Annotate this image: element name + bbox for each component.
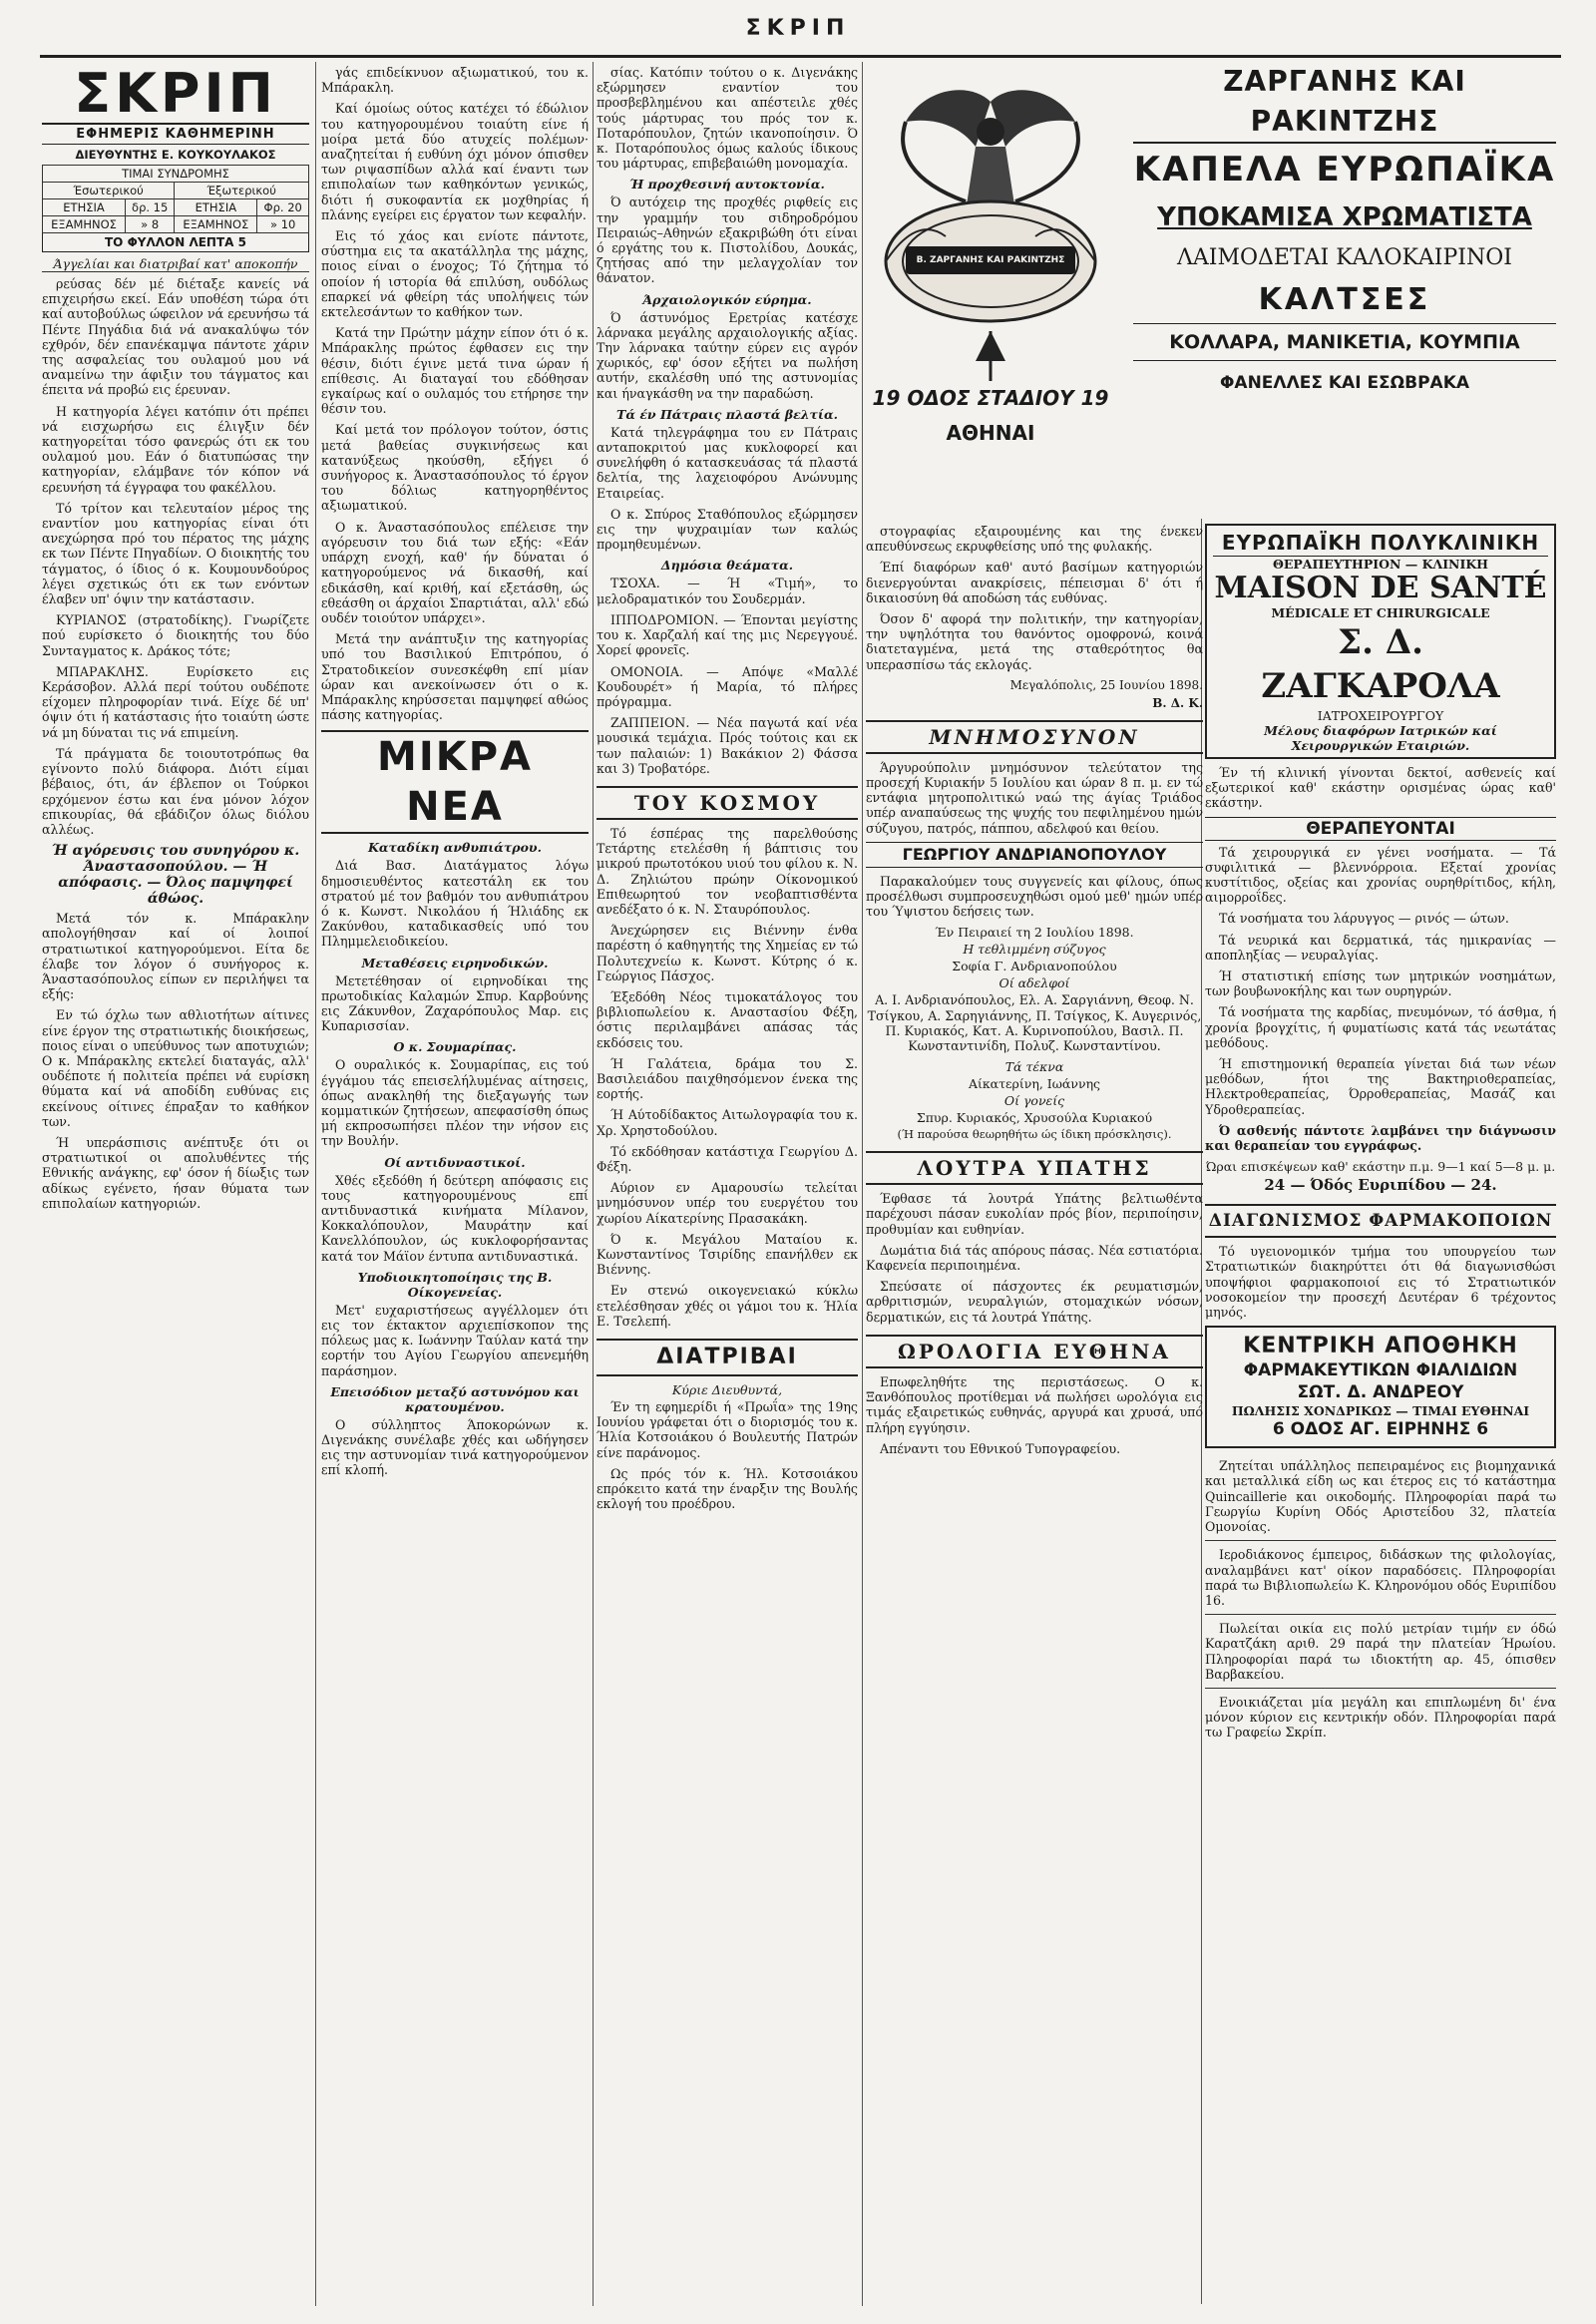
article-paragraph: ΙΠΠΟΔΡΟΜΙΟΝ. — Έπονται μεγίστης του κ. Χαρζαλή καί της μις Νερεγγουέ. Χορεί φρονεῖς. [597,611,858,658]
emblem-address: 19 ΟΔΟΣ ΣΤΑΔΙΟΥ 19 [872,386,1109,410]
article-paragraph: Ο κ. Άναστασόπουλος επέλεισε την αγόρευσιν του διά των εξής: «Εάν υπάρχη ενοχή, καθ' ήν δύναται ό κατηγορούμενος νά δικασθή, καί εδικάσθη, καί κριθή, καί εξετάσθη, ώς εθεάσθη οι άρχαίοι Σπαρτιάται, αλλ' εδώ ουδέν τοιούτον υπάρχει». [321,519,589,625]
article-paragraph: Άργυρούπολιν μνημόσυνον τελεύτατον της προσεχή Κυριακήν 5 Ιουλίου και ώραν 8 π. μ. εν τώ εντάφια μητροπολιτικώ ναώ της άγίας Τριάδος υπέρ αναπαύσεως της ψυχής του πεφιλημένου ημών σύζυγου, πατρός, πάππου, αδελφού και θείου. [866,759,1203,836]
article-paragraph: Τό υγειονομικόν τμήμα του υπουργείου των Στρατιωτικών διακηρύττει ότι θά διαγωνισθώσι υποψήφιοι φαρμακοποιοί εις τό Στρατιωτικόν νοσοκομείον την προσεχή Δευτέραν 6 τρέχοντος μηνός. [1205,1244,1556,1321]
news-subheading: Ο κ. Σουμαρίπας. [393,1039,517,1055]
article-paragraph: Ο κ. Σπύρος Σταθόπουλος εξώρμησεν εις την ψυχραιμίαν των καλώς προμηθευμένων. [597,506,858,553]
six-month-label: ΕΞΑΜΗΝΟΣ [43,216,126,233]
article-paragraph: Έν τή κλινική γίνονται δεκτοί, ασθενείς καί εξωτερικοί καθ' εκάστην ορισμένας ώρας καθ' εκάστην. [1205,765,1556,811]
news-subheading: Υποδιοικητοποίησις της Β. Οίκογενείας. [357,1269,553,1300]
family-names: Αίκατερίνη, Ιωάννης [968,1076,1101,1092]
prices-heading: ΤΙΜΑΙ ΣΥΝΔΡΟΜΗΣ [43,166,309,183]
article-paragraph: Τά νευρικά και δερματικά, τάς ημικρανίας — αποπληξίας — νευραλγίας. [1205,932,1556,963]
column-2 [321,65,589,2299]
clinic-title: ΕΥΡΩΠΑΪΚΗ ΠΟΛΥΚΛΙΝΙΚΗ [1213,530,1548,557]
pharmacy-line: ΦΑΡΜΑΚΕΥΤΙΚΩΝ ΦΙΑΛΙΔΙΩΝ [1243,1360,1518,1381]
section-heading-loutra-ypatis: ΛΟΥΤΡΑ ΥΠΑΤΗΣ [866,1151,1203,1185]
column-1 [42,65,309,2299]
article-paragraph: Τό εκδόθησαν κατάστιχα Γεωργίου Δ. Φέξη. [597,1143,858,1174]
clinic-doctor-name: Σ. Δ. ΖΑΓΚΑΡΟΛΑ [1261,622,1500,706]
article-paragraph: Μετά την ανάπτυξιν της κατηγορίας υπό του Βασιλικού Επιτρόπου, ό Στρατοδικείον συνεσκέφθη επί μίαν ώραν και ανεκοίνωσεν ότι ο κ. Μπάρακλης κηρύσσεται παμψηφεί αθώος πάσης κατηγορίας. [321,631,589,723]
article-paragraph: Τό έσπέρας της παρελθούσης Τετάρτης ετελέσθη ή βάπτισις του μικρού πρωτοτόκου υιού του φίλου κ. Ν. Δ. Ζηλιώτου πρώην Οίκονομικού Επιθεωρητού τον νεοβαπτισθέντα ανεδέξατο ό κ. Ν. Σταυρόπουλος. [597,825,858,917]
pharmacy-line: 6 ΟΔΟΣ ΑΓ. ΕΙΡΗΝΗΣ 6 [1272,1419,1489,1440]
foreign-label: Έξωτερικού [175,183,309,199]
eagle-emblem-icon [866,62,1115,501]
article-paragraph: Ό αυτόχειρ της προχθές ριφθείς εις την γραμμήν του σιδηροδρόμου Πειραιώς–Αθηνών εξακριβώθη ότι είναι ό εργάτης του κ. Πιστολίδου, Δουκάς, ζητήσας από την μελαγχολίαν τον θάνατον. [597,194,858,286]
family-label: Η τεθλιμμένη σύζυγος [963,942,1106,958]
article-paragraph: Τά χειρουργικά εν γένει νοσήματα. — Τά συφιλιτικά — βλεννόρροια. Εξεταί χρονίας κυστίτιδος, οξείας και χρονίας ουρηθρίτιδος, κήλη, αιμορροΐδες. [1205,844,1556,906]
article-paragraph: Κατά τηλεγράφημα του εν Πάτραις ανταποκριτού μας κυκλοφορεί και συνελήφθη ό κατασκευάσας τά πλαστά δελτία, της λαχειοφόρου Ανώνυμης Εταιρείας. [597,424,858,501]
news-subheading: Μεταθέσεις ειρηνοδικών. [361,955,549,970]
family-names: Σπυρ. Κυριακός, Χρυσούλα Κυριακού [916,1110,1153,1126]
article-paragraph: ΚΥΡΙΑΝΟΣ (στρατοδίκης). Γνωρίζετε πού ευρίσκετο ό διοικητής του δύο Συνταγματος κ. Δράκος τότε; [42,612,309,658]
column-rule [593,62,594,2306]
treatments-heading: ΘΕΡΑΠΕΥΟΝΤΑΙ [1205,817,1556,841]
article-paragraph: Μετ' ευχαριστήσεως αγγέλλομεν ότι εις τον έκτακτον αρχιεπίσκοπον της πόλεως μας κ. Ιωάννην Ταύλαν κατά την εορτήν του Αγίου Γεωργίου απενεμήθη παράσημον. [321,1302,589,1378]
article-paragraph: Απέναντι του Εθνικού Τυπογραφείου. [880,1440,1121,1456]
article-paragraph: Έπί διαφόρων καθ' αυτό βασίμων κατηγοριών διενεργούνται ανακρίσεις, πέπεισμαι δ' ότι ή δικαιοσύνη θά αποδώση τάς ευθύνας. [866,560,1203,605]
divider [1205,1540,1556,1541]
article-paragraph: Τά νοσήματα του λάρυγγος — ρινός — ώτων. [1219,911,1509,927]
divider [1205,1688,1556,1689]
year-foreign-price: Φρ. 20 [257,199,309,216]
article-paragraph: Ή επιστημονική θεραπεία γίνεται διά των νέων μεθόδων, ήτοι της Βακτηριοθεραπείας, Ηλεκτροθεραπείας, Όρροθεραπείας, Μασάζ και Υδροθεραπείας. [1205,1056,1556,1117]
deceased-name: ΓΕΩΡΓΙΟΥ ΑΝΔΡΙΑΝΟΠΟΥΛΟΥ [866,842,1203,868]
article-paragraph: Καί όμοίως ούτος κατέχει τό έδώλιον του κατηγορουμένου τοιαύτη είνε ή μοίρα μετά δύο ατυχείς πολέμων· αναζητείται ή ευθύνη όχι μόνον όπισθεν των ριψασπίδων αλλά καί έναντι των επιπολαίων των καθηκόντων γενικώς, διότι ή συκοφαντία εκ μοχθηρίας ή πλάνης εγείρει εις έργατον των κεφαλήν. [321,101,589,222]
clinic-maison-sub: MÉDICALE ET CHIRURGICALE [1271,605,1490,620]
article-paragraph: Εν τώ όχλω των αθλιοτήτων αίτινες είνε έργον της στρατιωτικής διοικήσεως, ποιος είναι ο υπεύθυνος των αποτυχιών; Ο κ. Μπάρακλης εκτελεί διαταγάς, αλλ' ουδέποτε ή πολιτεία πρέπει νά ευρίσκη θύματα καί νά αποδίδη ευθύνας εις εκείνους οίτινες έπραξαν το καθήκον των. [42,1007,309,1129]
article-paragraph: ΤΣΟΧΑ. — Ή «Τιμή», το μελοδραματικόν του Σουδερμάν. [597,576,858,606]
article-paragraph: ΖΑΠΠΕΙΟΝ. — Νέα παγωτά καί νέα μουσικά τεμάχια. Πρός τούτοις και εκ των παλαιών: 1) Βακάκιον 2) Φάσσα και 3) Τροβατόρε. [597,715,858,776]
top-rule [40,55,1561,58]
news-subheading: Δημόσια θεάματα. [660,558,794,574]
news-subheading: Οί αντιδυναστικοί. [384,1154,526,1170]
six-month-label: ΕΞΑΜΗΝΟΣ [175,216,257,233]
masthead-title: ΣΚΡΙΠ [74,65,277,125]
article-paragraph: Ή υπεράσπισις ανέπτυξε ότι οι στρατιωτικοί οι απολυθέντες τής Εθνικής ανάγκης, εφ' όσον ή δίωξις των αδίκως εγένετο, ήσαν θύματα των επιπολαίων κατηγοριών. [42,1134,309,1211]
article-paragraph: Μετά τόν κ. Μπάρακλην απολογήθησαν καί οί λοιποί στρατιωτικοί κατηγορούμενοι. Είτα δε έλαβε τον λόγον ό συνήγορος κ. Άναστασόπουλος είπων εν περιλήψει τα εξής: [42,911,309,1002]
section-heading-pharmacists: ΔΙΑΓΩΝΙΣΜΟΣ ΦΑΡΜΑΚΟΠΟΙΩΝ [1205,1204,1556,1238]
article-paragraph: Διά Βασ. Διατάγματος λόγω δημοσιευθέντος κατεστάλη εκ του στρατού μέ τον βαθμόν του ανθυπιάτρου ό κ. Κωνστ. Νικολάου ή Ήλιάδης εκ Ζακύνθου, καταδικασθείς υπό του Πλημμελειοδικείου. [321,858,589,950]
pharmacy-advertisement [1205,1326,1556,1448]
letter-place-date: Μεγαλόπολις, 25 Ιουνίου 1898. [1009,677,1203,692]
classified-ad: Ιεροδιάκονος έμπειρος, διδάσκων της φιλολογίας, αναλαμβάνει κατ' οίκον παραδόσεις. Πληροφορίαι παρά τω Βιβλιοπωλείω Κ. Κληρονόμου οδός Ευριπίδου 16. [1205,1547,1556,1608]
ad-line: ΦΑΝΕΛΛΕΣ ΚΑΙ ΕΣΩΒΡΑΚΑ [1219,373,1470,393]
clinic-advertisement [1205,524,1556,759]
news-subheading: Καταδίκη ανθυπιάτρου. [368,840,542,856]
news-subheading: Τά έν Πάτραις πλαστά βελτία. [616,406,838,422]
year-label: ΕΤΗΣΙΑ [175,199,257,216]
section-heading-tou-kosmou: ΤΟΥ ΚΟΣΜΟΥ [597,786,858,820]
masthead [42,65,309,252]
emblem-city: ΑΘΗΝΑΙ [946,421,1035,445]
column-rule [862,62,863,2306]
article-paragraph: γάς επιδείκνυον αξιωματικού, του κ. Μπάρακλη. [321,65,589,96]
article-paragraph: ΜΠΑΡΑΚΛΗΣ. Ευρίσκετο εις Κεράσοβον. Αλλά περί τούτου ουδέποτε είχομεν πληροφορίαν τινά. Είχε δέ υπ' όψιν ότι ή κατάστασις ήτο τοιαύτη ώστε νά μη δύναται τις νά επιμείνη. [42,663,309,740]
leaf-price: ΤΟ ΦΥΛΛΟΝ ΛΕΠΤΑ 5 [42,233,309,252]
ad-text-block [1133,62,1556,405]
article-paragraph: Ως πρός τόν κ. Ήλ. Κοτσοιάκου επρόκειτο κατά την έναρξιν της Βουλής εκλογή του προέδρου. [597,1465,858,1512]
family-label: Τά τέκνα [1004,1059,1064,1075]
memorial-date: Έν Πειραιεί τη 2 Ιουλίου 1898. [935,925,1134,941]
article-paragraph: Η κατηγορία λέγει κατόπιν ότι πρέπει νά εισχωρήσω εις έλιγξιν δέν κατηγορείται τόσο φανερώς ότι εκ του ουλαμού μου. Εάν ό διατυπώσας την κατηγορίαν, ελάμβανε τόν κόπον νά ερευνήση τά έγγραφα του φακέλλου. [42,403,309,495]
article-heading: Ή αγόρευσις του συνηγόρου κ. Άναστασοπούλου. — Ή απόφασις. — Όλος παμψηφεί άθώος. [51,843,300,908]
ad-line: ΛΑΙΜΟΔΕΤΑΙ ΚΑΛΟΚΑΙΡΙΝΟΙ [1177,245,1512,270]
article-paragraph: Καί μετά τον πρόλογον τούτον, όστις μετά βαθείας συγκινήσεως και κατανύξεως ηκούσθη, εξήγει ό συνήγορος κ. Άναστασόπουλος τό έργον του δόλιως κατηγορηθέντος αξιωματικού. [321,422,589,514]
section-heading-diatribai: ΔΙΑΤΡΙΒΑΙ [597,1339,858,1376]
news-subheading: Ή προχθεσινή αυτοκτονία. [629,177,825,193]
domestic-label: Έσωτερικού [43,183,175,199]
column-3 [597,65,858,2299]
classified-ad: Πωλείται οικία εις πολύ μετρίαν τιμήν εν όδώ Καρατζάκη αριθ. 29 παρά την πλατείαν Ήρωίου. Πληροφορίαι παρά τω ιδιοκτήτη αρ. 45, όπισθεν Βαρβακείου. [1205,1621,1556,1682]
running-head: ΣΚΡΙΠ [745,16,851,41]
article-paragraph: Άνεχώρησεν εις Βιέννην ένθα παρέστη ό καθηγητής της Χημείας εν τώ Πολυτεχνείω κ. Κωνστ. Κύτρης ό κ. Γεώργιος Πάσχος. [597,923,858,983]
ad-title: ΖΑΡΓΑΝΗΣ ΚΑΙ ΡΑΚΙΝΤΖΗΣ [1133,62,1556,144]
advertisement-zarganis [866,62,1556,516]
clinic-maison: MAISON DE SANTÉ [1214,571,1547,605]
masthead-director: ΔΙΕΥΘΥΝΤΗΣ Ε. ΚΟΥΚΟΥΛΑΚΟΣ [75,148,276,162]
pharmacy-line: ΣΩΤ. Δ. ΑΝΔΡΕΟΥ [1297,1382,1464,1403]
family-label: Οί γονείς [1003,1093,1065,1109]
family-label: Οί αδελφοί [998,975,1070,991]
ad-line: ΚΑΠΕΛΑ ΕΥΡΩΠΑΪΚΑ [1133,150,1556,190]
pharmacy-line: ΠΩΛΗΣΙΣ ΧΟΝΔΡΙΚΩΣ — ΤΙΜΑΙ ΕΥΘΗΝΑΙ [1231,1403,1530,1419]
article-paragraph: Έξεδόθη Νέος τιμοκατάλογος του βιβλιοπωλείου κ. Αναστασίου Φέξη, όστις περιλαμβάνει απάσας τάς εκδόσεις του. [597,988,858,1050]
article-paragraph: Κατά την Πρώτην μάχην είπον ότι ό κ. Μπάρακλης πρώτος έφθασεν εις την θέσιν, διότι έγινε μετά τινα ώραν ή επίθεσις. Αι διαταγαί του εδόθησαν εγκαίρως καί ο ουλαμός του ετήρησε την θέσιν του. [321,325,589,417]
column-rule [315,62,316,2306]
emblem-ribbon-text: Β. ΖΑΡΓΑΝΗΣ ΚΑΙ ΡΑΚΙΝΤΖΗΣ [916,255,1065,265]
article-paragraph: Ο ουραλικός κ. Σουμαρίπας, εις τού έγγάμου τάς επεισελήλυμένας αίτησεις, όπως ανακληθή της διεξαγωγής των κομματικών ζητήσεων, απεφασίσθη όπως μή εκπροσωπήσει πλέον την νήσον εις την Βουλήν. [321,1057,589,1149]
memorial-note: (Ή παρούσα θεωρηθήτω ώς ίδικη πρόσκλησις). [897,1127,1172,1142]
article-paragraph: Εν στενώ οικογενειακώ κύκλω ετελέσθησαν χθές οι γάμοι του κ. Ήλία Ε. Τσελεπή. [597,1283,858,1329]
subscription-table [42,165,309,233]
section-heading-orologia: ΩΡΟΛΟΓΙΑ ΕΥΘΗΝΑ [866,1335,1203,1368]
ad-line: ΥΠΟΚΑΜΙΣΑ ΧΡΩΜΑΤΙΣΤΑ [1157,202,1532,232]
article-paragraph: Όσον δ' αφορά την πολιτικήν, την κατηγορίαν, την υψηλότητα του θανόντος ομοφρονώ, κοινά διατεταγμένα, μετά της σταθερότητος θα υπερασπίσω τάς εκλογάς. [866,611,1203,672]
article-paragraph: Ή Γαλάτεια, δράμα του Σ. Βασιλειάδου παιχθησόμενον ένεκα της εορτής. [597,1055,858,1102]
article-paragraph: ρεύσας δέν μέ διέταξε κανείς νά επιχειρήσω εκεί. Εάν υποθέση τώρα ότι καί αυτοβούλως ώφειλον νά ερευνήσω τά Πέντε Πηγάδια διά νά ανακαλύψω τόν εχθρόν, δέν επανέκαμψα πάντοτε χάριν της ασφαλείας του ουλαμού μου νά αναμείνω την άφιξιν του τάγματος και έπειτα νά προβώ εις έρευναν. [42,276,309,398]
section-heading-mikra-nea: ΜΙΚΡΑ ΝΕΑ [321,730,589,834]
article-paragraph: Δωμάτια διά τάς απόρους πάσας. Νέα εστιατόρια. Καφενεία περιποιημένα. [866,1242,1203,1274]
article-paragraph: σίας. Κατόπιν τούτου ο κ. Διγενάκης εξώρμησεν εναντίον του προσβεβλημένου και απέστειλε χθές τούς μάρτυρας του πρός τον κ. Ποταρόπουλον, ζητών ικανοποίησιν. Ό κ. Ποταρόπουλος όμως καλούς ίδικους του μάρτυρας, επιβεβαιώθη μονομαχία. [597,65,858,172]
news-subheading: Επεισόδιον μεταξύ αστυνόμου και κρατουμένου. [330,1383,580,1414]
article-paragraph: Ο σύλληπτος Άποκορώνων κ. Διγενάκης συνέλαβε χθές και ωδήγησεν εις την αστυνομίαν τινά κατηγορούμενον επί κλοπή. [321,1416,589,1478]
letter-signer: Β. Δ. Κ. [1152,695,1203,710]
article-paragraph: Ό ασθενής πάντοτε λαμβάνει την διάγνωσιν και θεραπείαν του εγγράφως. [1205,1122,1556,1154]
ad-line: ΚΑΛΤΣΕΣ [1258,282,1431,317]
article-paragraph: Έφθασε τά λουτρά Υπάτης βελτιωθέντα παρέχουσι πάσαν ευκολίαν πρός βίον, περιποίησιν, προθυμίαν και ευθηνίαν. [866,1191,1203,1237]
clinic-address: 24 — Όδός Ευριπίδου — 24. [1264,1176,1497,1195]
article-paragraph: στογραφίας εξαιρουμένης και της ένεκεν απευθύνσεως εκρυφθείσης υπό της φυλακής. [866,524,1203,555]
six-domestic-price: » 8 [126,216,175,233]
divider [1205,1614,1556,1615]
six-foreign-price: » 10 [257,216,309,233]
ad-line: ΚΟΛΛΑΡΑ, ΜΑΝΙΚΕΤΙΑ, ΚΟΥΜΠΙΑ [1133,323,1556,361]
article-paragraph: Ό άστυνόμος Ερετρίας κατέσχε λάρνακα μεγάλης αρχαιολογικής αξίας. Την λάρνακα ταύτην εύρεν εις αγρόν χωρικός, εφ' όσον εξήτει να πωλήση αυτήν, εκαλέσθη υπό της αστυνομίας και ήναγκάσθη να την παραδώση. [597,309,858,401]
family-names: Σοφία Γ. Ανδριανοπούλου [952,959,1117,974]
masthead-subtitle: ΕΦΗΜΕΡΙΣ ΚΑΘΗΜΕΡΙΝΗ [42,123,309,145]
article-paragraph: Εις τό χάος και ενίοτε πάντοτε, σύστημα εις τα ακατάλληλα της μάχης, ποιος είναι ο ένοχος; Τό ζήτημα τό οποίον ή ιστορία θά επιλύση, ουδόλως επαρκεί νά φθείρη τάς υπολήψεις τών εκτελεσάντων το καθήκον των. [321,228,589,320]
news-subheading: Άρχαιολογικόν εύρημα. [642,291,812,307]
year-label: ΕΤΗΣΙΑ [43,199,126,216]
clinic-doctor-role: ΙΑΤΡΟΧΕΙΡΟΥΡΓΟΥ [1317,708,1444,723]
clinic-doctor-member: Μέλους διαφόρων Ιατρικών καί Χειρουργικών Εταιριών. [1264,723,1497,753]
article-paragraph: Σπεύσατε οί πάσχοντες έκ ρευματισμών, αρθριτισμών, νευραλγιών, στομαχικών νόσων, δερματικών, εις τά λουτρά Υπάτης. [866,1279,1203,1325]
article-paragraph: Μετετέθησαν οί ειρηνοδίκαι της πρωτοδικίας Καλαμών Σπυρ. Καρβούνης εις Ζάκυνθον, Ζαχαρόπουλος Μαρ. εις Κυπαρισσίαν. [321,972,589,1034]
article-paragraph: Ή στατιστική επίσης των μητρικών νοσημάτων, των βουβωνοκήλης και των ουρηγρών. [1205,968,1556,999]
clinic-hours: Ώραι επισκέψεων καθ' εκάστην π.μ. 9—1 καί 5—8 μ. μ. [1205,1159,1556,1175]
article-paragraph: Τό τρίτον και τελευταίον μέρος της εναντίον μου κατηγορίας είναι ότι ανεχώρησα πρό του πέρατος της μάχης εκ των Πέντε Πηγαδίων. Ο διοικητής του τάγματος, ό ίδιος ό κ. Κουμουνδούρος λέγει σχετικώς ότι εκ των ενόντων έλαβεν υπ' όψιν την κατάστασιν. [42,500,309,607]
classified-ad: Ζητείται υπάλληλος πεπειραμένος εις βιομηχανικά και μεταλλικά είδη ως και έτερος εις τό κατάστημα Quincaillerie και οικοδομής. Πληροφορίαι παρά τω Γεωργίω Κυρίνη Οδός Αριστείδου 32, πλατεία Ομονοίας. [1205,1458,1556,1535]
column-5 [1205,524,1556,2299]
classified-ad: Ενοικιάζεται μία μεγάλη και επιπλωμένη δι' ένα μόνον κύριον εις κεντρικήν οδόν. Πληροφορίαι παρά τω Γραφείω Σκρίπ. [1205,1694,1556,1741]
column-4 [866,524,1203,2299]
article-paragraph: Ό κ. Μεγάλου Ματαίου κ. Κωνσταντίνος Τσιρίδης επανήλθεν εκ Βιέννης. [597,1231,858,1278]
article-paragraph: ΟΜΟΝΟΙΑ. — Απόψε «Μαλλέ Κουδουρέτ» ή Μαρία, τό πλήρες πρόγραμμα. [597,663,858,709]
year-domestic-price: δρ. 15 [126,199,175,216]
notice-line: Άγγελίαι και διατριβαί κατ' αποκοπήν [42,256,309,272]
article-paragraph: Αύριον εν Αμαρουσίω τελείται μνημόσυνον υπέρ του ευεργέτου του χωρίου Αίκατερίνης Πρασακάκη. [597,1180,858,1226]
article-paragraph: Τά νοσήματα της καρδίας, πνευμόνων, τό άσθμα, ή χρονία βρογχίτις, ή φυματίωσις κατά τάς νεωτάτας μεθόδους. [1205,1004,1556,1050]
article-paragraph: Παρακαλούμεν τους συγγενείς και φίλους, όπως προσέλθωσι συμπροσευχηθώσι ομού μεθ' ημών υπέρ του Ύψιστου δεήσεις των. [866,873,1203,920]
letter-salutation: Κύριε Διευθυντά, [671,1382,783,1398]
family-names: Α. Ι. Ανδριανόπουλος, Ελ. Α. Σαργιάννη, Θεοφ. Ν. Τσίγκου, Α. Σαρηγιάννης, Π. Τσίγκος, Κ. Αυγερινός, Π. Κυριακός, Κατ. Α. Κυρινοπούλου, Βασιλ. Π. Κωνσταντινίδη, Πολυζ. Κωνσταντίνου. [867,992,1202,1054]
clinic-subtitle: ΘΕΡΑΠΕΥΤΗΡΙΟΝ — ΚΛΙΝΙΚΗ [1272,557,1488,572]
pharmacy-title: ΚΕΝΤΡΙΚΗ ΑΠΟΘΗΚΗ [1243,1334,1518,1359]
article-paragraph: Ή Αύτοδίδακτος Αιτωλογραφία του κ. Χρ. Χρηστοδούλου. [597,1107,858,1138]
article-paragraph: Επωφεληθήτε της περιστάσεως. Ο κ. Ξανθόπουλος προτίθεμαι νά πωλήσει ωρολόγια εις τιμάς εξαιρετικώς ευθηνάς, αργυρά και χρυσά, υπό πλήρη εγγύησιν. [866,1373,1203,1435]
article-paragraph: Έν τη εφημερίδι ή «Πρωΐα» της 19ης Ιουνίου γράφεται ότι ο διορισμός του κ. Ήλία Κοτσοιάκου ό Βουλευτής Πατρών είνε παράνομος. [597,1399,858,1460]
section-heading-mnimosynon: ΜΝΗΜΟΣΥΝΟΝ [866,720,1203,754]
article-paragraph: Χθές εξεδόθη ή δεύτερη απόφασις εις τους κατηγορουμένους επί αντιδυναστικά κινήματα Μίλανον, Κοκκαλόπουλον, Μαυράτην καί Κανελλόπουλον, ώς κυκλοφορήσαντας κατά τον Μάϊον έντυπα αντιδυναστικά. [321,1172,589,1264]
article-paragraph: Τά πράγματα δε τοιουτοτρόπως θα εγίνοντο πολύ διάφορα. Διότι είμαι βέβαιος, ότι, άν έβλεπον οι Τούρκοι ερχόμενον έστω και ένα μόνον λόχον επικουρίας, θά εβάδιζον όλως διόλου αλλέως. [42,745,309,837]
